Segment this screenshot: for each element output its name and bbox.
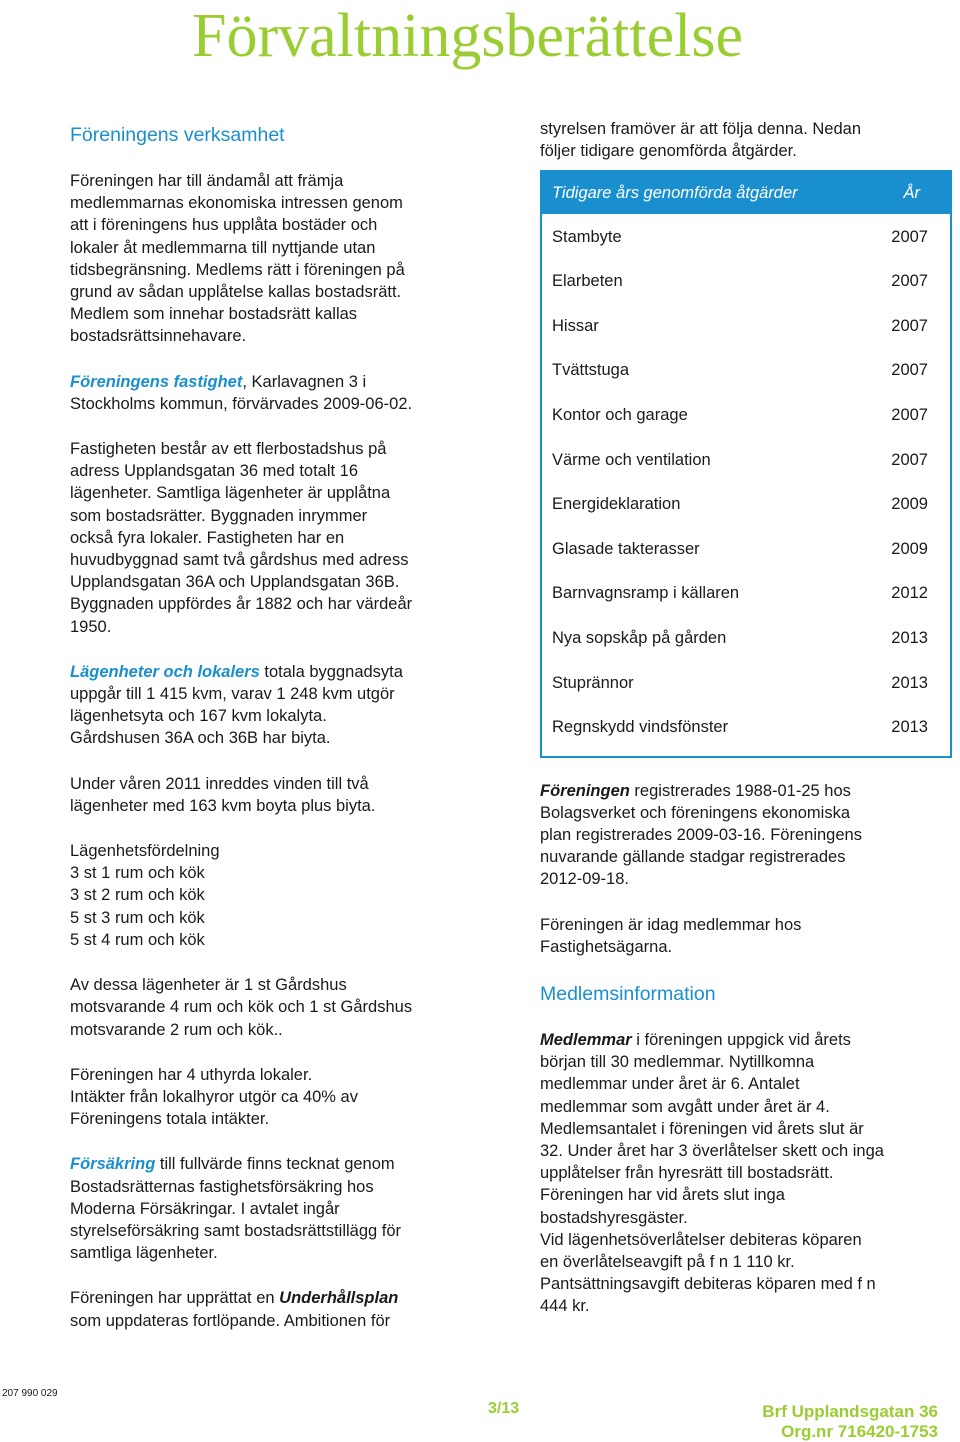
text-line: Medlemsantalet i föreningen vid årets slut är [540,1119,864,1138]
table-row [542,705,950,750]
row-action: Energideklaration [552,495,681,514]
text-line: 444 kr. [540,1297,590,1316]
text-line: samtliga lägenheter. [70,1244,218,1263]
table-row [542,571,950,616]
footer-org-name: Brf Upplandsgatan 36 [762,1402,938,1421]
text-line: Fastighetsägarna. [540,937,673,956]
row-action: Barnvagnsramp i källaren [552,584,740,603]
forsakring-rest: till fullvärde finns tecknat genom [155,1155,395,1174]
text-line: följer tidigare genomförda åtgärder. [540,142,797,161]
table-row [542,660,950,705]
page-title: Förvaltningsberättelse [192,2,743,70]
fastighet-label: Föreningens fastighet [70,372,243,391]
text-line: nuvarande gällande stadgar registrerades [540,848,846,867]
row-year: 2007 [891,316,928,335]
table-row [542,348,950,393]
text-line: motsvarande 2 rum och kök.. [70,1020,283,1039]
text-line: upplåtelser från hyresrätt till bostadsrätt. [540,1164,834,1183]
table-row [542,482,950,527]
text-line: 5 st 4 rum och kök [70,930,205,949]
text-line: 3 st 2 rum och kök [70,886,205,905]
text-line [70,1153,490,1175]
row-year: 2009 [891,495,928,514]
text-line: adress Upplandsgatan 36 med totalt 16 [70,462,359,481]
right-column [540,118,952,1341]
paragraph-fordelning [70,840,490,951]
paragraph-intro [540,118,952,162]
text-line: uppgår till 1 415 kvm, varav 1 248 kvm utgör [70,685,395,704]
foreningen-rest: registrerades 1988-01-25 hos [629,781,851,800]
text-line: Gårdshusen 36A och 36B har biyta. [70,729,331,748]
text-line: Föreningen har 4 uthyrda lokaler. [70,1065,313,1084]
paragraph-fastighet-desc [70,438,490,638]
row-year: 2009 [891,539,928,558]
text-line: medlemmar under året är 6. Antalet [540,1075,800,1094]
text-line: styrelseförsäkring samt bostadsrättstillägg för [70,1221,402,1240]
row-action: Nya sopskåp på gården [552,628,727,647]
row-action: Tvättstuga [552,361,630,380]
row-action: Elarbeten [552,272,623,291]
text-line: bostadshyresgäster. [540,1208,688,1227]
text-line: att i föreningens hus upplåta bostäder och [70,216,378,235]
row-year: 2013 [891,718,928,737]
paragraph-varen [70,773,490,817]
underhall-pre: Föreningen har upprättat en [70,1289,280,1308]
forsakring-label: Försäkring [70,1155,156,1174]
text-line: grund av sådan upplåtelse kallas bostadsrätt. [70,283,402,302]
text-line: Moderna Försäkringar. I avtalet ingår [70,1199,340,1218]
text-line: Bolagsverket och föreningens ekonomiska [540,803,851,822]
row-year: 2012 [891,584,928,603]
text-line [540,780,952,802]
row-year: 2013 [891,673,928,692]
text-line: bostadsrättsinnehavare. [70,327,247,346]
row-year: 2007 [891,361,928,380]
section-heading-medlemsinfo: Medlemsinformation [540,982,716,1005]
text-line: tidsbegränsning. Medlems rätt i föreningen på [70,260,405,279]
paragraph-lagenheter [70,661,490,750]
text-line: lägenhetsyta och 167 kvm lokalyta. [70,707,327,726]
text-line [70,1287,490,1309]
text-line: medlemmarnas ekonomiska intressen genom [70,194,403,213]
text-line: 1950. [70,617,112,636]
lagenheter-rest: totala byggnadsyta [259,662,403,681]
text-line: 3 st 1 rum och kök [70,864,205,883]
text-line: motsvarande 4 rum och kök och 1 st Gårdshus [70,998,413,1017]
text-line: Bostadsrätternas fastighetsförsäkring hos [70,1177,374,1196]
text-line: Föreningen har till ändamål att främja [70,172,344,190]
text-line [70,371,490,393]
footer-organization [762,1402,938,1442]
text-line: lägenheter med 163 kvm boyta plus biyta. [70,796,376,815]
text-line: plan registrerades 2009-03-16. Föreningens [540,825,862,844]
row-action: Regnskydd vindsfönster [552,718,729,737]
text-line: 2012-09-18. [540,870,629,889]
paragraph-medlem [540,914,952,958]
text-line: Föreningen är idag medlemmar hos [540,915,802,934]
text-line: Upplandsgatan 36A och Upplandsgatan 36B. [70,573,400,592]
text-line: Stockholms kommun, förvärvades 2009-06-02. [70,394,413,413]
actions-table [540,170,952,757]
row-action: Kontor och garage [552,405,688,424]
row-year: 2007 [891,405,928,424]
row-action: Hissar [552,316,599,335]
text-line: Pantsättningsavgift debiteras köparen med f n [540,1275,876,1294]
text-line: Fastigheten består av ett flerbostadshus på [70,440,387,459]
text-line: 32. Under året har 3 överlåtelser skett och inga [540,1141,884,1160]
paragraph-fastighet [70,371,490,415]
text-line: Intäkter från lokalhyror utgör ca 40% av [70,1087,358,1106]
text-line: Föreningens totala intäkter. [70,1110,270,1129]
row-action: Värme och ventilation [552,450,711,469]
text-line: styrelsen framöver är att följa denna. Nedan [540,120,862,138]
paragraph-underhall [70,1287,490,1331]
foreningen-label: Föreningen [540,781,630,800]
table-row [542,304,950,349]
text-line [70,661,490,683]
paragraph-forsakring [70,1153,490,1264]
text-line: Lägenhetsfördelning [70,842,220,861]
paragraph-dessa [70,974,490,1041]
text-line: 5 st 3 rum och kök [70,908,205,927]
text-line: Av dessa lägenheter är 1 st Gårdshus [70,976,347,995]
section-heading-verksamhet: Föreningens verksamhet [70,124,285,146]
paragraph-foreningen [540,780,952,891]
text-line: Under våren 2011 inreddes vinden till två [70,774,369,793]
table-row [542,393,950,438]
table-row [542,616,950,661]
medlemmar-rest: i föreningen uppgick vid årets [631,1030,851,1049]
text-line: huvudbyggnad samt två gårdshus med adress [70,551,409,570]
row-year: 2007 [891,227,928,246]
text-line: Medlem som innehar bostadsrätt kallas [70,305,358,324]
header-year: År [903,184,920,203]
row-year: 2013 [891,628,928,647]
text-line: lokaler åt medlemmarna till nyttjande utan [70,238,376,257]
text-line: Föreningen har vid årets slut inga [540,1186,785,1205]
left-column [70,122,490,1355]
paragraph-verksamhet [70,170,490,348]
text-line: medlemmar som avgått under året är 4. [540,1097,830,1116]
table-row [542,527,950,572]
row-action: Glasade takterasser [552,539,700,558]
paragraph-lokaler [70,1064,490,1131]
table-row [542,259,950,304]
text-line: början till 30 medlemmar. Nytillkomna [540,1053,815,1072]
text-line: som bostadsrätter. Byggnaden inrymmer [70,506,368,525]
footer-page-number: 3/13 [488,1400,520,1417]
underhall-label: Underhållsplan [279,1289,399,1308]
table-header [542,172,950,214]
text-line: också fyra lokaler. Fastigheten har en [70,528,345,547]
text-line: en överlåtelseavgift på f n 1 110 kr. [540,1252,795,1271]
table-row [542,437,950,482]
fastighet-rest: , Karlavagnen 3 i [242,372,367,391]
lagenheter-label: Lägenheter och lokalers [70,662,260,681]
row-year: 2007 [891,272,928,291]
row-action: Stambyte [552,227,622,246]
footer-org-nr: Org.nr 716420-1753 [781,1422,938,1441]
footer-doc-number: 207 990 029 [2,1388,58,1399]
text-line: som uppdateras fortlöpande. Ambitionen för [70,1311,391,1330]
text-line: lägenheter. Samtliga lägenheter är upplåtna [70,484,391,503]
text-line: Vid lägenhetsöverlåtelser debiteras köparen [540,1230,862,1249]
row-action: Stuprännor [552,673,634,692]
table-row [542,214,950,259]
row-year: 2007 [891,450,928,469]
text-line [540,1029,952,1051]
paragraph-medlemmar [540,1029,952,1318]
header-action: Tidigare års genomförda åtgärder [552,184,798,203]
medlemmar-label: Medlemmar [540,1030,632,1049]
text-line: Byggnaden uppfördes år 1882 och har värdeår [70,595,413,614]
